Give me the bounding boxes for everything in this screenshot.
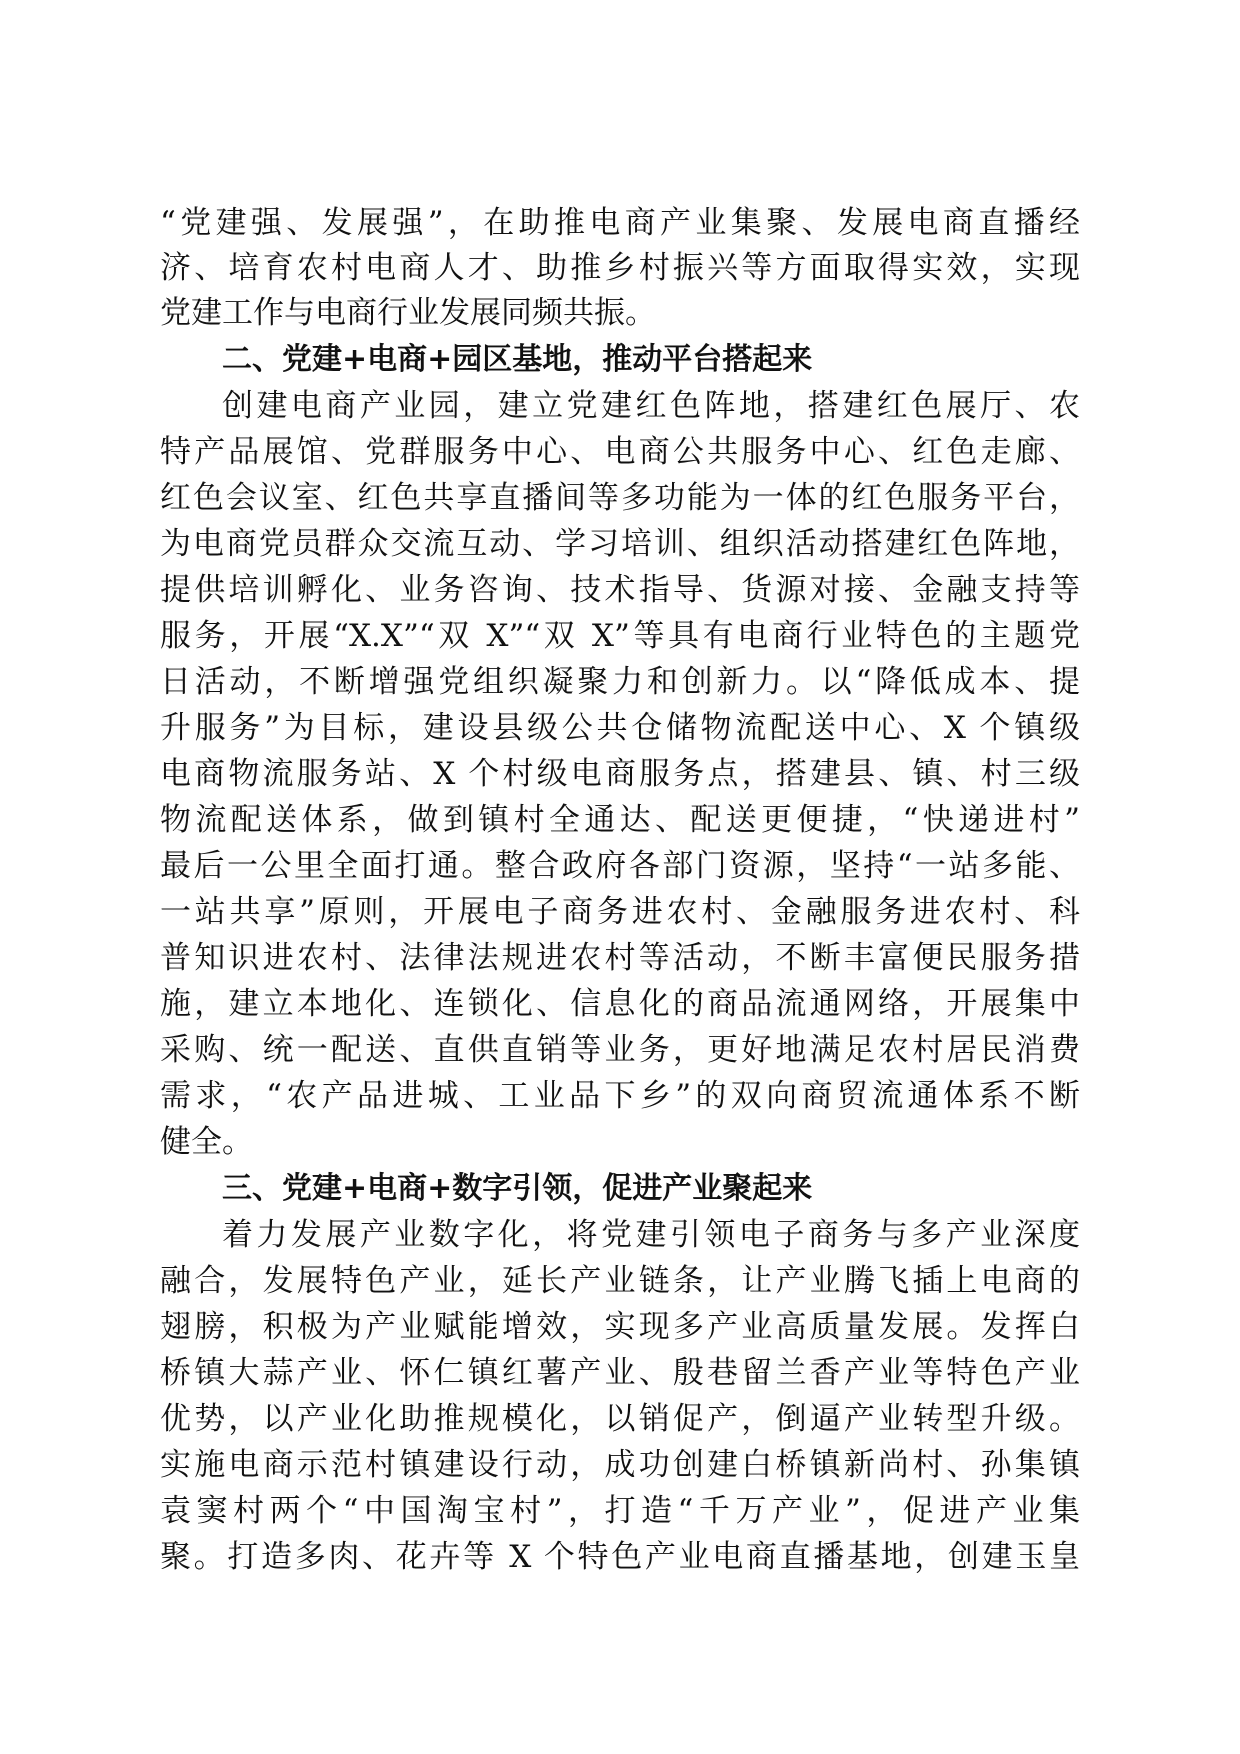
paragraph-line: 需求，“农产品进城、工业品下乡”的双向商贸流通体系不断: [160, 1078, 1080, 1114]
paragraph-line: 升服务”为目标，建设县级公共仓储物流配送中心、X 个镇级: [160, 710, 1080, 746]
paragraph-line: 健全。: [160, 1124, 253, 1160]
section-heading-3: 三、党建+电商+数字引领，促进产业聚起来: [222, 1171, 813, 1206]
paragraph-line: 优势，以产业化助推规模化，以销促产，倒逼产业转型升级。: [160, 1401, 1080, 1437]
paragraph-line: 翅膀，积极为产业赋能增效，实现多产业高质量发展。发挥白: [160, 1309, 1080, 1345]
paragraph-line: 实施电商示范村镇建设行动，成功创建白桥镇新尚村、孙集镇: [160, 1447, 1080, 1483]
paragraph-line: 特产品展馆、党群服务中心、电商公共服务中心、红色走廊、: [160, 434, 1080, 470]
paragraph-line: 着力发展产业数字化，将党建引领电子商务与多产业深度: [222, 1217, 1080, 1253]
paragraph-line: 提供培训孵化、业务咨询、技术指导、货源对接、金融支持等: [160, 572, 1080, 608]
paragraph-line: 一站共享”原则，开展电子商务进农村、金融服务进农村、科: [160, 894, 1080, 930]
paragraph-line: 普知识进农村、法律法规进农村等活动，不断丰富便民服务措: [160, 940, 1080, 976]
paragraph-line: 聚。打造多肉、花卉等 X 个特色产业电商直播基地，创建玉皇: [160, 1539, 1080, 1575]
paragraph-line: 济、培育农村电商人才、助推乡村振兴等方面取得实效，实现: [160, 250, 1080, 286]
paragraph-line: 桥镇大蒜产业、怀仁镇红薯产业、殷巷留兰香产业等特色产业: [160, 1355, 1080, 1391]
paragraph-line: 服务，开展“X.X”“双 X”“双 X”等具有电商行业特色的主题党: [160, 618, 1080, 654]
section-heading-2: 二、党建+电商+园区基地，推动平台搭起来: [222, 342, 813, 377]
paragraph-line: 创建电商产业园，建立党建红色阵地，搭建红色展厅、农: [222, 388, 1080, 424]
paragraph-line: 党建工作与电商行业发展同频共振。: [160, 295, 656, 331]
paragraph-line: 施，建立本地化、连锁化、信息化的商品流通网络，开展集中: [160, 986, 1080, 1022]
paragraph-line: “党建强、发展强”，在助推电商产业集聚、发展电商直播经: [160, 205, 1080, 241]
paragraph-line: 为电商党员群众交流互动、学习培训、组织活动搭建红色阵地，: [160, 526, 1080, 562]
paragraph-line: 物流配送体系，做到镇村全通达、配送更便捷，“快递进村”: [160, 802, 1080, 838]
paragraph-line: 融合，发展特色产业，延长产业链条，让产业腾飞插上电商的: [160, 1263, 1080, 1299]
paragraph-line: 红色会议室、红色共享直播间等多功能为一体的红色服务平台，: [160, 480, 1080, 516]
paragraph-line: 袁窦村两个“中国淘宝村”，打造“千万产业”，促进产业集: [160, 1493, 1080, 1529]
paragraph-line: 日活动，不断增强党组织凝聚力和创新力。以“降低成本、提: [160, 664, 1080, 700]
paragraph-line: 最后一公里全面打通。整合政府各部门资源，坚持“一站多能、: [160, 848, 1080, 884]
paragraph-line: 采购、统一配送、直供直销等业务，更好地满足农村居民消费: [160, 1032, 1080, 1068]
paragraph-line: 电商物流服务站、X 个村级电商服务点，搭建县、镇、村三级: [160, 756, 1080, 792]
